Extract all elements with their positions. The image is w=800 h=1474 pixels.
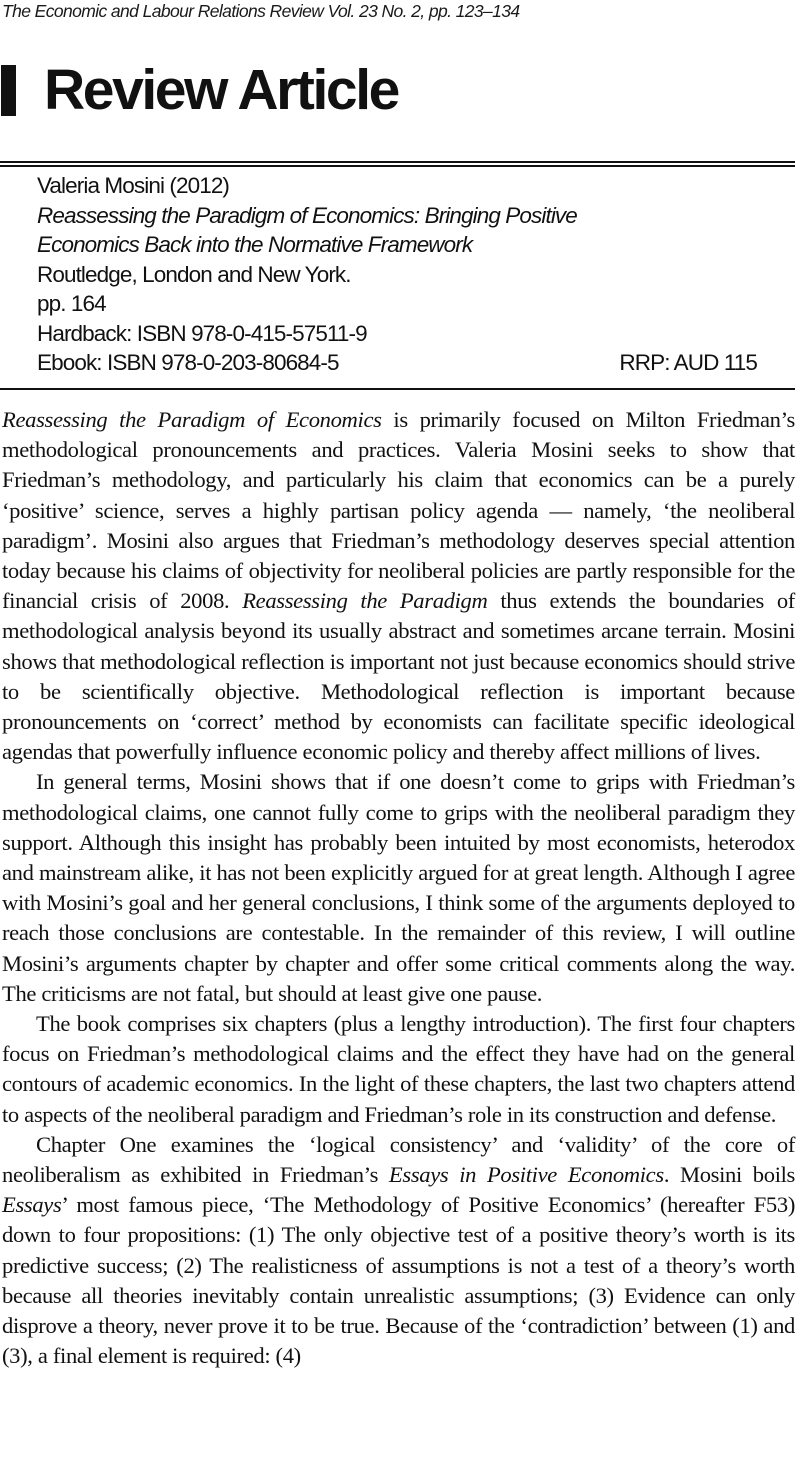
essays-short-italic: Essays bbox=[2, 1192, 62, 1218]
double-rule-top-line bbox=[0, 161, 795, 163]
book-pages: pp. 164 bbox=[37, 291, 106, 316]
paragraph-4 bbox=[2, 1130, 795, 1372]
book-author-year: Valeria Mosini (2012) bbox=[37, 173, 230, 198]
paragraph-1 bbox=[2, 405, 795, 767]
paragraph-1-text-b: thus extends the boundaries of methodological analysis beyond its usually abstract and sometimes arcane terrain. Mosini shows that methodological reflection is important not just because economics should strive to be scientifically objective. Methodological reflection is important because pronouncements on ‘correct’ method by economists can facilitate specific ideological agendas that powerfully influence economic policy and thereby affect millions of lives. bbox=[2, 588, 795, 765]
section-title: Review Article bbox=[44, 58, 398, 122]
book-short-title-italic: Reassessing the Paradigm bbox=[242, 588, 488, 614]
paragraph-3: The book comprises six chapters (plus a lengthy introduction). The first four chapters focus on Friedman’s methodological claims and the effect they have had on the general contours of academic economics. In the light of these chapters, the last two chapters attend to aspects of the neoliberal paradigm and Friedman’s role in its construction and defense. bbox=[2, 1011, 795, 1127]
paragraph-2: In general terms, Mosini shows that if one doesn’t come to grips with Friedman’s methodological claims, one cannot fully come to grips with the neoliberal paradigm they support. Although this insight has probably been intuited by most economists, heterodox and mainstream alike, it has not been explicitly argued for at great length. Although I agree with Mosini’s goal and her general conclusions, I think some of the arguments deployed to reach those conclusions are contestable. In the remainder of this review, I will outline Mosini’s arguments chapter by chapter and offer some critical comments along the way. The criticisms are not fatal, but should at least give one pause. bbox=[2, 769, 795, 1006]
book-title-italic: Reassessing the Paradigm of Economics bbox=[2, 407, 382, 432]
running-head: The Economic and Labour Relations Review Vol. 23 No. 2, pp. 123–134 bbox=[2, 1, 520, 21]
paragraph-4-text-a: Chapter One examines the ‘logical consistency’ and ‘validity’ of the core of neoliberalism as exhibited in Friedman’s bbox=[2, 1131, 795, 1188]
paragraph-1-text-a: is primarily focused on Milton Friedman’s methodological pronouncements and practices. Valeria Mosini seeks to show that Friedman’s methodology, and particularly his claim that economics can be a purely ‘positive’ science, serves a highly partisan policy agenda — namely, ‘the neoliberal paradigm’. Mosini also argues that Friedman’s methodology deserves special attention today because his claims of objectivity for neoliberal policies are partly responsible for the financial crisis of 2008. bbox=[2, 407, 796, 614]
article-body bbox=[2, 405, 795, 1372]
book-title-line-2: Economics Back into the Normative Framework bbox=[37, 232, 473, 257]
double-rule-bottom-line bbox=[0, 165, 795, 167]
citation-bottom-rule bbox=[0, 388, 795, 390]
section-marker-bar bbox=[1, 65, 16, 116]
essays-title-italic: Essays in Positive Economics bbox=[388, 1162, 664, 1188]
book-hardback-isbn: Hardback: ISBN 978-0-415-57511-9 bbox=[37, 320, 367, 346]
paragraph-4-text-c: ’ most famous piece, ‘The Methodology of Positive Economics’ (hereafter F53) down to four propositions: (1) The only objective test of a positive theory’s worth is its predictive success; (2) The realisticness of assumptions is not a test of a theory’s worth because all theories inevitably contain unrealistic assumptions; (3) Evidence can only disprove a theory, never prove it to be true. Because of the ‘contradiction’ between (1) and (3), a final element is required: (4) bbox=[2, 1192, 795, 1369]
book-ebook-isbn: Ebook: ISBN 978-0-203-80684-5 bbox=[37, 350, 339, 375]
paragraph-4-text-b: . Mosini boils bbox=[663, 1162, 795, 1188]
book-title-line-1: Reassessing the Paradigm of Economics: Bringing Positive bbox=[37, 202, 577, 228]
book-ebook-row bbox=[37, 348, 767, 378]
book-citation-block bbox=[37, 171, 767, 378]
book-price: RRP: AUD 115 bbox=[619, 350, 757, 375]
book-publisher: Routledge, London and New York. bbox=[37, 261, 351, 287]
